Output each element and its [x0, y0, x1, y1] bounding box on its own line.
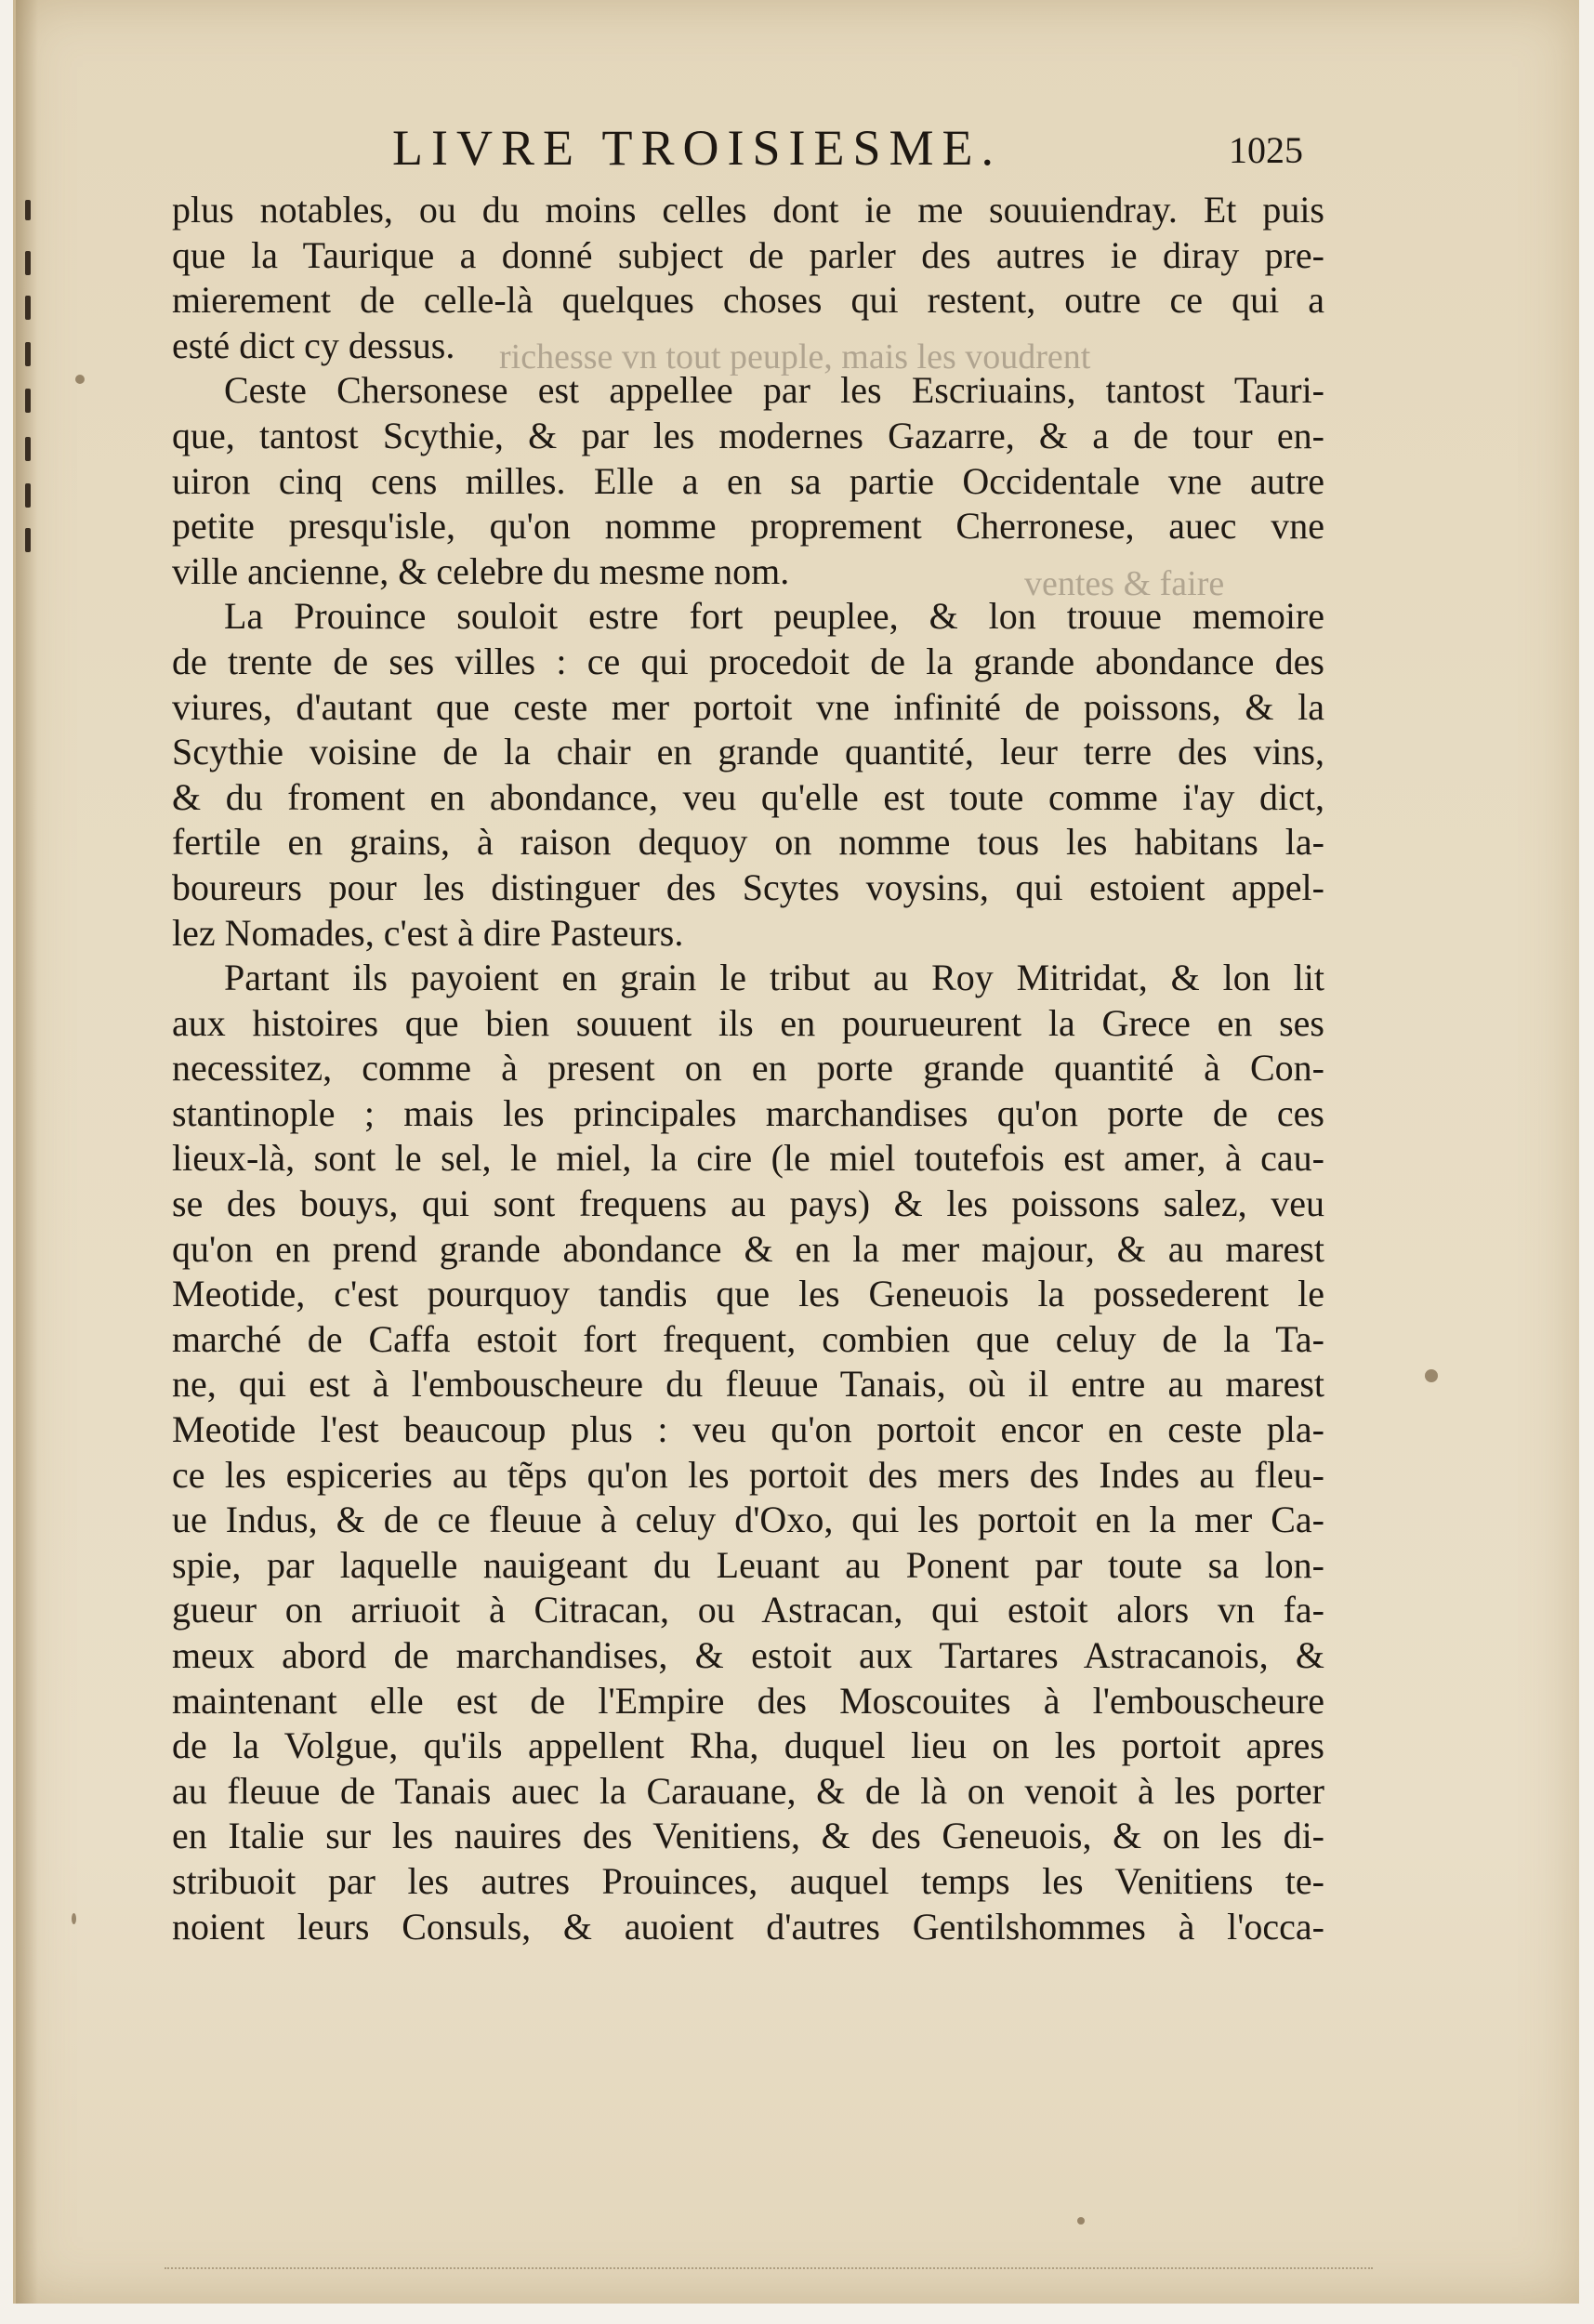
text-line: Ceste Chersonese est appellee par les Escriuains, tantost Tauri- [224, 369, 1324, 412]
text-line: meux abord de marchandises, & estoit aux Tartares Astracanois, & [172, 1634, 1324, 1676]
text-line: ville ancienne, & celebre du mesme nom. [172, 549, 790, 592]
text-line: lieux-là, sont le sel, le miel, la cire (le miel toutefois est amer, à cau- [172, 1137, 1324, 1180]
text-line: viures, d'autant que ceste mer portoit vne infinité de poissons, & la [172, 685, 1324, 728]
text-line: de la Volgue, qu'ils appellent Rha, duquel lieu on les portoit apres [172, 1724, 1324, 1767]
text-line: mierement de celle-là quelques choses qui restent, outre ce qui a [172, 279, 1324, 322]
margin-mark [25, 342, 31, 366]
text-line: ne, qui est à l'embouscheure du fleuue Tanais, où il entre au marest [172, 1363, 1324, 1406]
margin-mark [25, 437, 31, 461]
text-line: petite presqu'isle, qu'on nomme proprement Cherronese, auec vne [172, 505, 1324, 548]
text-line: se des bouys, qui sont frequens au pays) & les poissons salez, veu [172, 1182, 1324, 1225]
text-line: marché de Caffa estoit fort frequent, combien que celuy de la Ta- [172, 1317, 1324, 1360]
text-line: stantinople ; mais les principales marchandises qu'on porte de ces [172, 1091, 1324, 1134]
text-line: Scythie voisine de la chair en grande quantité, leur terre des vins, [172, 731, 1324, 773]
text-line: de trente de ses villes : ce qui procedoit de la grande abondance des [172, 640, 1324, 682]
text-line: uiron cinq cens milles. Elle a en sa partie Occidentale vne autre [172, 459, 1324, 502]
page-number: 1025 [1229, 129, 1303, 171]
text-line: Meotide, c'est pourquoy tandis que les Geneuois la possederent le [172, 1273, 1324, 1315]
text-line: La Prouince souloit estre fort peuplee, & lon trouue memoire [224, 595, 1324, 638]
text-line: noient leurs Consuls, & auoient d'autres Gentilshommes à l'occa- [172, 1905, 1324, 1948]
text-line: spie, par laquelle nauigeant du Leuant au Ponent par toute sa lon- [172, 1543, 1324, 1586]
ink-spot [75, 375, 85, 384]
margin-mark [25, 528, 31, 552]
text-line: qu'on en prend grande abondance & en la mer majour, & au marest [172, 1227, 1324, 1270]
show-through-text: ventes & faire [1024, 564, 1225, 603]
ink-spot [1425, 1369, 1438, 1382]
margin-mark [25, 296, 31, 320]
margin-mark [25, 200, 31, 220]
text-line: ue Indus, & de ce fleuue à celuy d'Oxo, qui les portoit en la mer Ca- [172, 1499, 1324, 1541]
text-line: que, tantost Scythie, & par les modernes Gazarre, & a de tour en- [172, 414, 1324, 456]
text-line: maintenant elle est de l'Empire des Moscouites à l'embouscheure [172, 1679, 1324, 1722]
margin-mark [25, 251, 31, 275]
text-line: ce les espiceries au tẽps qu'on les portoit des mers des Indes au fleu- [172, 1453, 1324, 1496]
page-bottom-edge [165, 2254, 1373, 2269]
text-line: esté dict cy dessus. [172, 324, 455, 366]
text-line: necessitez, comme à present on en porte grande quantité à Con- [172, 1047, 1324, 1089]
text-line: gueur on arriuoit à Citracan, ou Astracan, qui estoit alors vn fa- [172, 1589, 1324, 1631]
text-line: stribuoit par les autres Prouinces, auquel temps les Venitiens te- [172, 1859, 1324, 1902]
text-line: plus notables, ou du moins celles dont ie me souuiendray. Et puis [172, 189, 1324, 231]
text-line: au fleuue de Tanais auec la Carauane, & de là on venoit à les porter [172, 1769, 1324, 1812]
text-line: Partant ils payoient en grain le tribut au Roy Mitridat, & lon lit [224, 957, 1324, 999]
margin-mark [25, 483, 31, 508]
text-line: en Italie sur les nauires des Venitiens, & des Geneuois, & on les di- [172, 1815, 1324, 1857]
text-line: Meotide l'est beaucoup plus : veu qu'on portoit encor en ceste pla- [172, 1408, 1324, 1451]
margin-mark [25, 389, 31, 413]
text-line: que la Taurique a donné subject de parler des autres ie diray pre- [172, 233, 1324, 276]
running-title: LIVRE TROISIESME. [392, 120, 1003, 176]
text-line: fertile en grains, à raison dequoy on nomme tous les habitans la- [172, 821, 1324, 864]
text-line: aux histoires que bien souuent ils en pourueurent la Grece en ses [172, 1001, 1324, 1044]
body-text [172, 188, 1324, 1949]
text-line: boureurs pour les distinguer des Scytes voysins, qui estoient appel- [172, 865, 1324, 908]
text-line: lez Nomades, c'est à dire Pasteurs. [172, 911, 684, 954]
ink-spot [72, 1913, 76, 1924]
ink-spot [1077, 2217, 1085, 2225]
book-page [13, 0, 1579, 2304]
show-through-text: richesse vn tout peuple, mais les voudrent [499, 337, 1091, 376]
text-line: & du froment en abondance, veu qu'elle est toute comme i'ay dict, [172, 775, 1324, 818]
